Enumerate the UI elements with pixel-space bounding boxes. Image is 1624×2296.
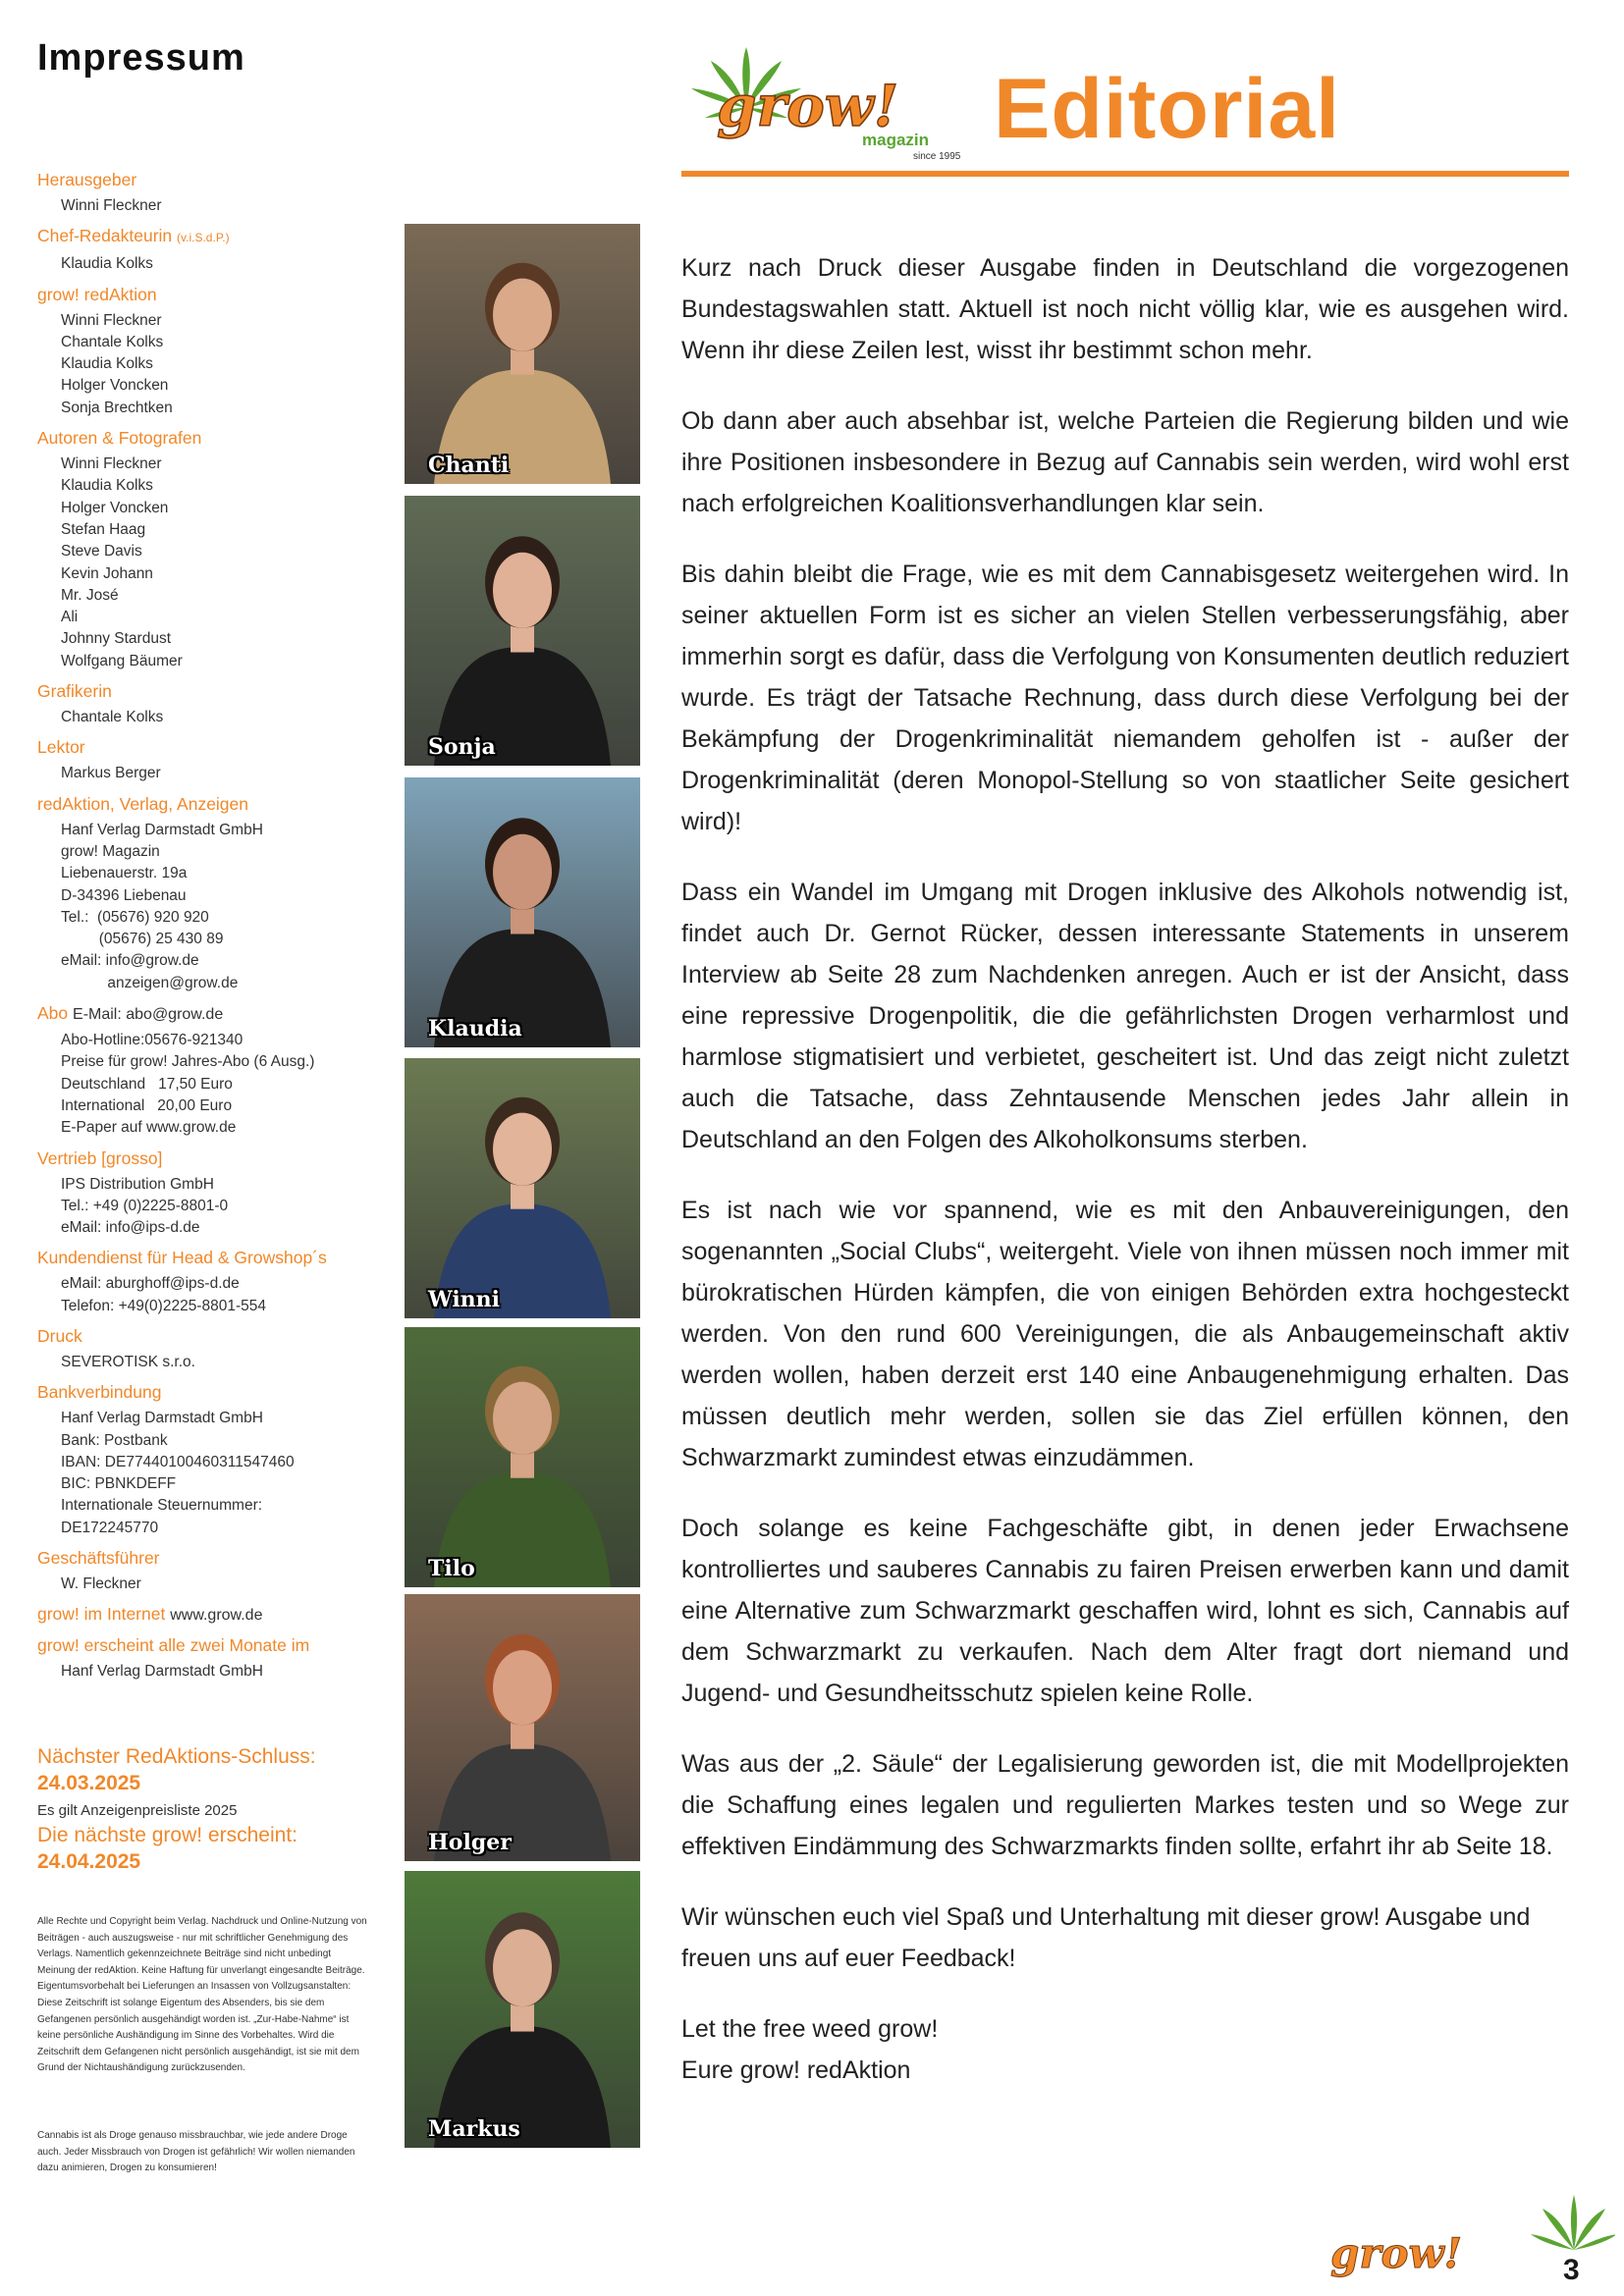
impressum-line: (05676) 25 430 89 bbox=[61, 931, 224, 948]
page-title: Editorial bbox=[994, 62, 1341, 156]
logo-wordmark: grow! bbox=[717, 73, 899, 139]
team-photo bbox=[405, 777, 640, 1047]
person-portrait bbox=[405, 777, 640, 1047]
impressum-lines bbox=[61, 1174, 386, 1240]
impressum-lines bbox=[61, 253, 386, 275]
impressum-line: Mr. José bbox=[61, 586, 119, 604]
logo-subtitle: magazin bbox=[862, 131, 930, 149]
person-portrait bbox=[405, 1871, 640, 2148]
team-photo bbox=[405, 1327, 640, 1587]
impressum-lines bbox=[61, 1273, 386, 1317]
impressum-line: Stefan Haag bbox=[61, 520, 146, 538]
next-issue-label: Die nächste grow! erscheint: bbox=[37, 1824, 298, 1846]
impressum-line: Chantale Kolks bbox=[61, 709, 164, 726]
impressum-title: Impressum bbox=[37, 37, 245, 79]
editorial-paragraph: Doch solange es keine Fachgeschäfte gibt, in denen jeder Erwachsene kontrolliertes und sauberes Cannabis zu fairen Preisen erwerben kann und damit eine Alternative zum Schwarzmarkt geschaffen wird, lohnt es sich, Cannabis auf dem Schwarzmarkt zu verkaufen. Nach dem Alter fragt dort niemand und Jugend- und Gesundheitsschutz spielen keine Rolle. bbox=[681, 1515, 1569, 1707]
impressum-line: Bank: Postbank bbox=[61, 1431, 168, 1449]
impressum-line: Klaudia Kolks bbox=[61, 477, 153, 495]
impressum-heading: Geschäftsführer bbox=[37, 1548, 160, 1569]
impressum-heading: Grafikerin bbox=[37, 681, 112, 702]
impressum-line: Wolfgang Bäumer bbox=[61, 652, 183, 669]
impressum-line: D-34396 Liebenau bbox=[61, 886, 187, 904]
impressum-line: eMail: info@ips-d.de bbox=[61, 1219, 200, 1237]
impressum-line: Abo-Hotline:05676-921340 bbox=[61, 1032, 244, 1049]
team-photo bbox=[405, 1871, 640, 2148]
person-portrait bbox=[405, 224, 640, 484]
footer-wordmark: grow! bbox=[1330, 2229, 1463, 2277]
photo-name-tag: Tilo bbox=[428, 1556, 475, 1581]
editorial-paragraph: Es ist nach wie vor spannend, wie es mit den Anbauvereinigungen, den sogenannten „Social Clubs“, weitergeht. Viele von ihnen müssen noch immer mit bürokratischen Hürden kämpfen, die von einigen Behörden extra hochgesteckt werden. Von den rund 600 Vereinigungen, die als Anbaugemeinschaft aktiv werden wollen, haben derzeit erst 140 eine Anbaugenehmigung erhalten. Das müssen deutlich mehr werden, sollen sie das Ziel erfüllen können, den Schwarzmarkt zumindest etwas einzudämmen. bbox=[681, 1197, 1569, 1471]
editorial-paragraph: Bis dahin bleibt die Frage, wie es mit dem Cannabisgesetz weitergehen wird. In seiner aktuellen Form ist es sicher an vielen Stellen verbesserungsfähig, aber immerhin sorgt es dafür, dass die Verfolgung von Konsumenten deutlich reduziert wurde. Es trägt der Tatsache Rechnung, dass durch diese Verfolgung bei der Bekämpfung der Drogenkriminalität niemandem geholfen ist - außer der Drogenkriminalität (deren Monopol-Stellung so von staatlicher Seite gesichert wird)! bbox=[681, 561, 1569, 835]
next-dates-box bbox=[37, 1743, 371, 1875]
impressum-line: E-Paper auf www.grow.de bbox=[61, 1119, 237, 1137]
impressum-line: Steve Davis bbox=[61, 543, 142, 561]
impressum-line: Internationale Steuernummer: bbox=[61, 1497, 263, 1515]
impressum-line: Chantale Kolks bbox=[61, 333, 164, 350]
price-list-note: Es gilt Anzeigenpreisliste 2025 bbox=[37, 1802, 238, 1819]
next-closing-label: Nächster RedAktions-Schluss: bbox=[37, 1745, 316, 1768]
impressum-line: W. Fleckner bbox=[61, 1575, 141, 1593]
title-divider bbox=[681, 171, 1569, 177]
impressum-heading: Kundendienst für Head & Growshop´s bbox=[37, 1248, 327, 1268]
photo-name-tag: Chanti bbox=[428, 453, 510, 478]
impressum-line: Telefon: +49(0)2225-8801-554 bbox=[61, 1297, 266, 1314]
impressum-line: IPS Distribution GmbH bbox=[61, 1175, 214, 1193]
impressum-line: Hanf Verlag Darmstadt GmbH bbox=[61, 821, 263, 838]
impressum-heading: Autoren & Fotografen bbox=[37, 428, 202, 449]
impressum-heading: grow! erscheint alle zwei Monate im bbox=[37, 1635, 310, 1656]
editorial-body bbox=[681, 247, 1569, 2120]
team-photo bbox=[405, 1594, 640, 1861]
person-portrait bbox=[405, 1327, 640, 1587]
impressum-heading: Herausgeber bbox=[37, 170, 137, 189]
impressum-line: grow! Magazin bbox=[61, 842, 160, 860]
impressum-heading: Abo E-Mail: abo@grow.de bbox=[37, 1003, 224, 1024]
impressum-line: Klaudia Kolks bbox=[61, 255, 153, 273]
impressum-line: Kevin Johann bbox=[61, 564, 153, 582]
impressum-line: Holger Voncken bbox=[61, 377, 169, 395]
impressum-line: Preise für grow! Jahres-Abo (6 Ausg.) bbox=[61, 1053, 315, 1071]
editorial-paragraph: Was aus der „2. Säule“ der Legalisierung geworden ist, die mit Modellprojekten die Schaffung eines legalen und regulierten Markes testen und so Wege zur effektiven Eindämmung des Schwarzmarkts finden sollte, erfahrt ihr ab Seite 18. bbox=[681, 1750, 1569, 1860]
impressum-lines bbox=[61, 1352, 386, 1373]
editorial-signoff bbox=[681, 2008, 1569, 2091]
impressum-lines bbox=[61, 195, 386, 217]
impressum-lines bbox=[61, 707, 386, 728]
impressum-line: Klaudia Kolks bbox=[61, 355, 153, 373]
impressum-heading: grow! im Internet www.grow.de bbox=[37, 1604, 263, 1625]
signoff-line-2: Eure grow! redAktion bbox=[681, 2056, 911, 2084]
photo-name-tag: Holger bbox=[428, 1830, 512, 1855]
logo-since: since 1995 bbox=[913, 151, 961, 162]
editorial-closing: Wir wünschen euch viel Spaß und Unterhaltung mit dieser grow! Ausgabe und freuen uns auf euer Feedback! bbox=[681, 1903, 1531, 1972]
impressum-line: anzeigen@grow.de bbox=[61, 974, 239, 991]
impressum-lines bbox=[61, 763, 386, 784]
footer-cannabis-leaf-icon bbox=[1531, 2195, 1615, 2250]
grow-magazin-logo bbox=[677, 47, 982, 165]
impressum-lines bbox=[61, 820, 386, 994]
impressum-line: eMail: aburghoff@ips-d.de bbox=[61, 1275, 240, 1293]
impressum-line: Sonja Brechtken bbox=[61, 399, 173, 416]
impressum-heading: Lektor bbox=[37, 737, 85, 758]
impressum-line: Johnny Stardust bbox=[61, 630, 172, 648]
team-photo bbox=[405, 224, 640, 484]
impressum-line: Hanf Verlag Darmstadt GmbH bbox=[61, 1663, 263, 1681]
impressum-line: eMail: info@grow.de bbox=[61, 952, 199, 970]
impressum-heading: Vertrieb [grosso] bbox=[37, 1148, 163, 1168]
impressum-lines bbox=[61, 1661, 386, 1682]
editorial-paragraphs bbox=[681, 247, 1569, 1867]
photo-name-tag: Klaudia bbox=[428, 1016, 522, 1041]
editorial-paragraph: Kurz nach Druck dieser Ausgabe finden in Deutschland die vorgezogenen Bundestagswahlen statt. Aktuell ist noch nicht völlig klar, wie es ausgehen wird. Wenn ihr diese Zeilen lest, wisst ihr bestimmt schon mehr. bbox=[681, 254, 1569, 364]
impressum-line: Deutschland 17,50 Euro bbox=[61, 1075, 233, 1093]
team-photo bbox=[405, 496, 640, 766]
impressum-line: DE172245770 bbox=[61, 1519, 159, 1536]
impressum-line: Hanf Verlag Darmstadt GmbH bbox=[61, 1410, 263, 1427]
impressum-line: Liebenauerstr. 19a bbox=[61, 865, 188, 882]
next-closing-date: 24.03.2025 bbox=[37, 1772, 141, 1794]
page-number: 3 bbox=[1563, 2254, 1580, 2286]
copyright-text: Alle Rechte und Copyright beim Verlag. Nachdruck und Online-Nutzung von Beiträgen - auch auszugsweise - nur mit schriftlicher Genehmigung des Verlags. Namentlich gekennzeichnete Beiträge sind nicht unbedingt Meinung der redAktion. Keine Haftung für unverlangt eingesandte Beiträge. Eigentumsvorbehalt bei Lieferungen an Insassen von Vollzugsanstalten: Diese Zeitschrift ist solange Eigentum des Absenders, bis sie dem Gefangenen persönlich ausgehändigt worden ist. „Zur-Habe-Nahme“ ist keine persönliche Aushändigung im Sinne des Vorbehaltes. Wird die Zeitschrift dem Gefangenen nicht persönlich ausgehändigt, ist sie mit dem Grund der Nichtaushändigung zurückzusenden. bbox=[37, 1916, 367, 2074]
team-photo bbox=[405, 1058, 640, 1318]
impressum-line: Winni Fleckner bbox=[61, 311, 162, 329]
impressum-heading: redAktion, Verlag, Anzeigen bbox=[37, 793, 249, 814]
photo-name-tag: Markus bbox=[428, 2116, 520, 2142]
impressum-line: SEVEROTISK s.r.o. bbox=[61, 1353, 195, 1370]
impressum-lines bbox=[61, 1408, 386, 1539]
impressum-list bbox=[37, 169, 386, 1687]
impressum-line: Markus Berger bbox=[61, 765, 161, 782]
impressum-line: Ali bbox=[61, 609, 79, 626]
impressum-lines bbox=[61, 454, 386, 672]
impressum-line: International 20,00 Euro bbox=[61, 1096, 233, 1114]
next-issue-date: 24.04.2025 bbox=[37, 1850, 141, 1873]
impressum-line: Winni Fleckner bbox=[61, 197, 162, 214]
footer-logo bbox=[1330, 2189, 1615, 2287]
impressum-line: Tel.: (05676) 920 920 bbox=[61, 908, 209, 926]
photo-name-tag: Sonja bbox=[428, 734, 496, 760]
disclaimer-text: Cannabis ist als Droge genauso missbrauchbar, wie jede andere Droge auch. Jeder Missbrauch von Drogen ist gefährlich! Wir wollen niemanden dazu animieren, Drogen zu konsumieren! bbox=[37, 2130, 355, 2174]
editorial-paragraph: Dass ein Wandel im Umgang mit Drogen inklusive des Alkohols notwendig ist, findet auch Dr. Gernot Rücker, dessen interessante Statements in unserem Interview ab Seite 28 zum Nachdenken anregen. Auch er ist der Ansicht, dass eine repressive Drogenpolitik, die die gefährlichsten Drogen verharmlost und harmlose stigmatisiert und verbietet, gescheitert ist. Und das zeigt nicht zuletzt auch die Tatsache, dass Zehntausende Menschen jedes Jahr allein in Deutschland an den Folgen des Alkoholkonsums sterben. bbox=[681, 879, 1569, 1153]
impressum-line: Winni Fleckner bbox=[61, 455, 162, 473]
impressum-heading: Druck bbox=[37, 1325, 82, 1346]
signoff-line-1: Let the free weed grow! bbox=[681, 2015, 939, 2043]
impressum-heading: grow! redAktion bbox=[37, 284, 157, 304]
impressum-lines bbox=[61, 310, 386, 419]
person-portrait bbox=[405, 1058, 640, 1318]
person-portrait bbox=[405, 496, 640, 766]
impressum-heading: Chef-Redakteurin (v.i.S.d.P.) bbox=[37, 226, 230, 246]
photo-name-tag: Winni bbox=[428, 1287, 501, 1312]
impressum-heading: Bankverbindung bbox=[37, 1382, 162, 1403]
impressum-line: BIC: PBNKDEFF bbox=[61, 1475, 177, 1493]
impressum-line: Holger Voncken bbox=[61, 499, 169, 516]
impressum-lines bbox=[61, 1574, 386, 1595]
impressum-line: Tel.: +49 (0)2225-8801-0 bbox=[61, 1197, 229, 1214]
impressum-lines bbox=[61, 1030, 386, 1139]
editorial-paragraph: Ob dann aber auch absehbar ist, welche Parteien die Regierung bilden und wie ihre Positionen insbesondere in Bezug auf Cannabis sein werden, wird wohl erst nach erfolgreichen Koalitionsverhandlungen klar sein. bbox=[681, 407, 1569, 517]
person-portrait bbox=[405, 1594, 640, 1861]
impressum-line: IBAN: DE77440100460311547460 bbox=[61, 1453, 295, 1470]
